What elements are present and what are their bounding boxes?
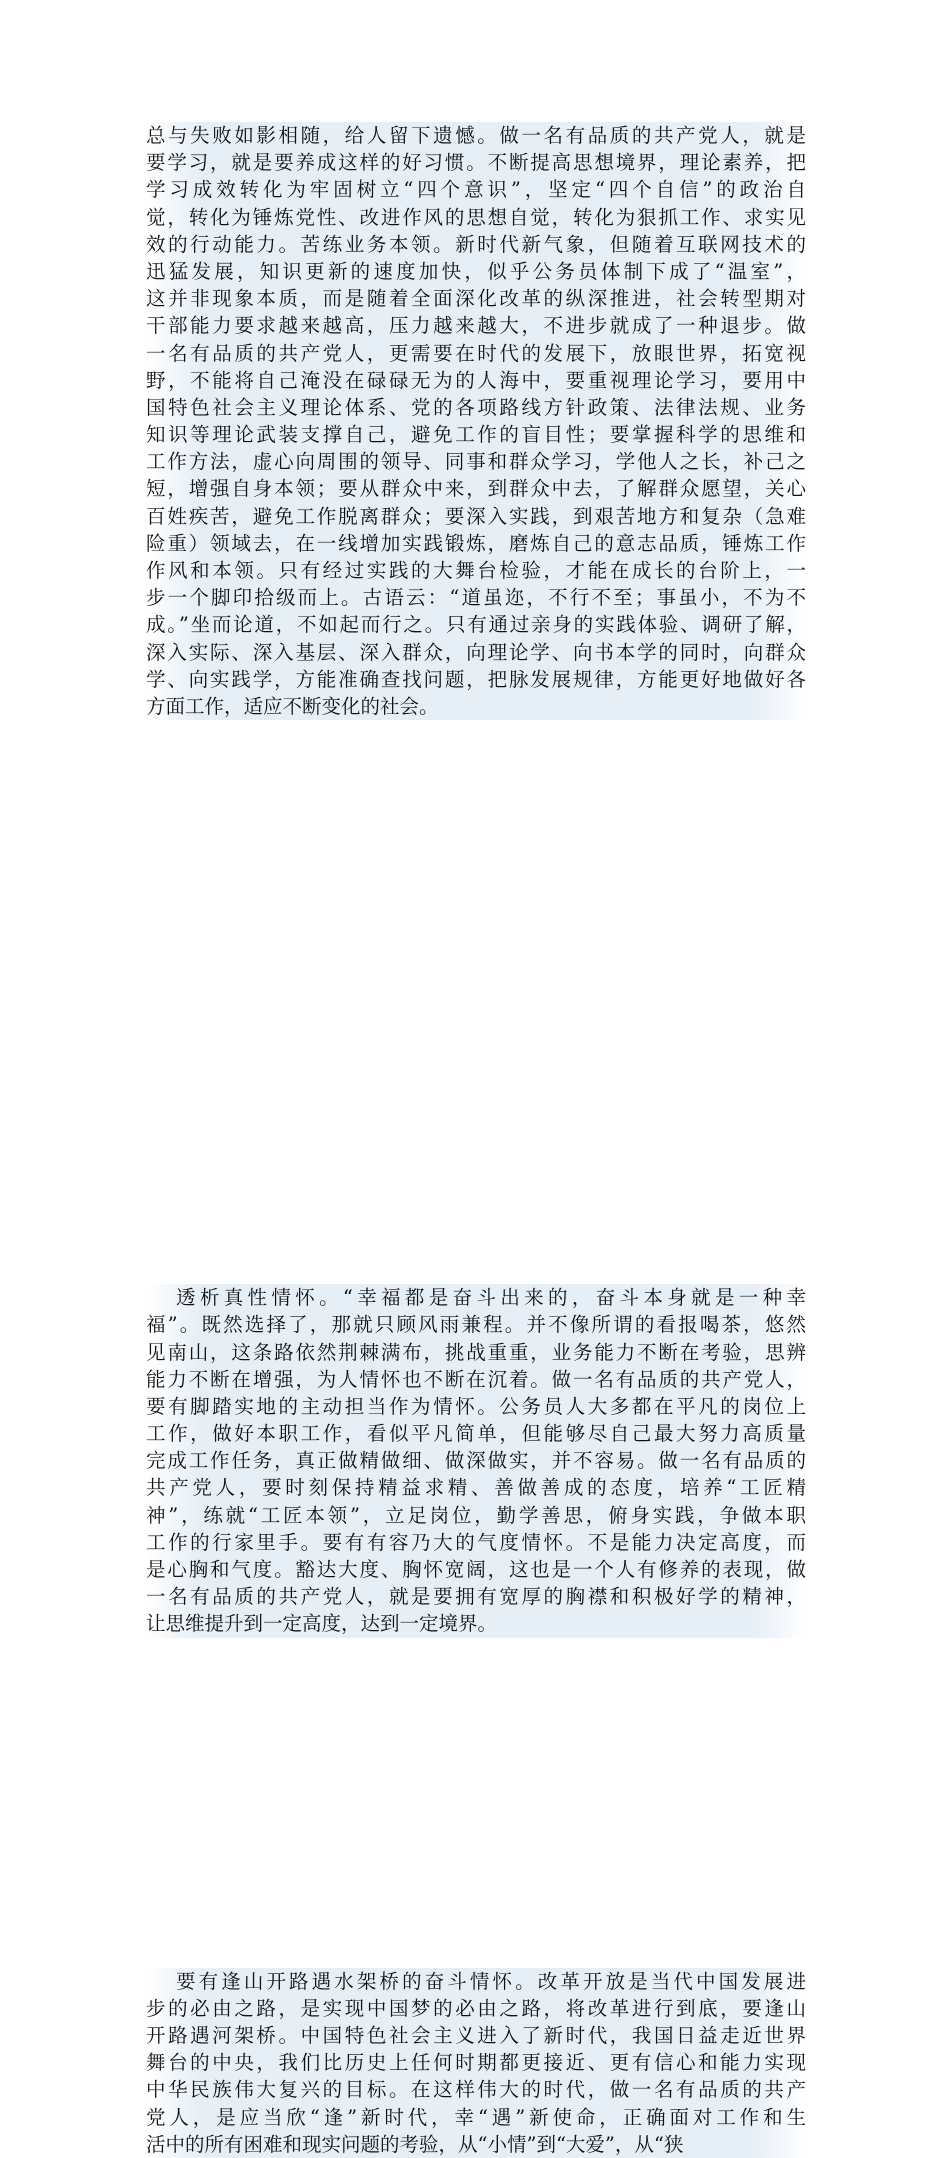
text-line: 神”，练就“工匠本领”，立足岗位，勤学善思，俯身实践，争做本职 bbox=[146, 1502, 806, 1529]
text-line: 险重）领域去，在一线增加实践锻炼，磨炼自己的意志品质，锤炼工作 bbox=[146, 530, 806, 557]
text-line: 工作的行家里手。要有有容乃大的气度情怀。不是能力决定高度，而 bbox=[146, 1529, 806, 1556]
text-line: 中华民族伟大复兴的目标。在这样伟大的时代，做一名有品质的共产 bbox=[146, 2076, 806, 2103]
text-line: 学习成效转化为牢固树立“四个意识”，坚定“四个自信”的政治自 bbox=[146, 176, 806, 203]
paragraph-2 bbox=[146, 1284, 806, 1637]
text-line: 活中的所有困难和现实问题的考验，从“小情”到“大爱”，从“狭 bbox=[146, 2131, 806, 2158]
text-line: 作风和本领。只有经过实践的大舞台检验，才能在成长的台阶上，一 bbox=[146, 557, 806, 584]
text-line: 成。”坐而论道，不如起而行之。只有通过亲身的实践体验、调研了解， bbox=[146, 611, 806, 638]
text-line: 方面工作，适应不断变化的社会。 bbox=[146, 693, 806, 720]
text-line: 要有脚踏实地的主动担当作为情怀。公务员人大多都在平凡的岗位上 bbox=[146, 1393, 806, 1420]
text-line: 觉，转化为锤炼党性、改进作风的思想自觉，转化为狠抓工作、求实见 bbox=[146, 204, 806, 231]
paragraph-3 bbox=[146, 1968, 806, 2158]
text-line: 共产党人，要时刻保持精益求精、善做善成的态度，培养“工匠精 bbox=[146, 1474, 806, 1501]
text-line: 干部能力要求越来越高，压力越来越大，不进步就成了一种退步。做 bbox=[146, 312, 806, 339]
text-line: 步一个脚印拾级而上。古语云：“道虽迩，不行不至；事虽小，不为不 bbox=[146, 584, 806, 611]
text-line: 开路遇河架桥。中国特色社会主义进入了新时代，我国日益走近世界 bbox=[146, 2022, 806, 2049]
text-line: 总与失败如影相随，给人留下遗憾。做一名有品质的共产党人，就是 bbox=[146, 122, 806, 149]
text-line: 一名有品质的共产党人，就是要拥有宽厚的胸襟和积极好学的精神， bbox=[146, 1583, 806, 1610]
text-line: 工作，做好本职工作，看似平凡简单，但能够尽自己最大努力高质量 bbox=[146, 1420, 806, 1447]
text-line: 迅猛发展，知识更新的速度加快，似乎公务员体制下成了“温室”， bbox=[146, 258, 806, 285]
text-line: 见南山，这条路依然荆棘满布，挑战重重，业务能力不断在考验，思辨 bbox=[146, 1339, 806, 1366]
text-line: 学、向实践学，方能准确查找问题，把脉发展规律，方能更好地做好各 bbox=[146, 666, 806, 693]
text-line: 透析真性情怀。“幸福都是奋斗出来的，奋斗本身就是一种幸 bbox=[146, 1284, 806, 1311]
text-line: 一名有品质的共产党人，更需要在时代的发展下，放眼世界，拓宽视 bbox=[146, 340, 806, 367]
text-line: 工作方法，虚心向周围的领导、同事和群众学习，学他人之长，补己之 bbox=[146, 448, 806, 475]
text-line: 这并非现象本质，而是随着全面深化改革的纵深推进，社会转型期对 bbox=[146, 285, 806, 312]
paragraph-1 bbox=[146, 122, 806, 720]
text-line: 百姓疾苦，避免工作脱离群众；要深入实践，到艰苦地方和复杂（急难 bbox=[146, 503, 806, 530]
text-line: 让思维提升到一定高度，达到一定境界。 bbox=[146, 1610, 806, 1637]
text-line: 步的必由之路，是实现中国梦的必由之路，将改革进行到底，要逢山 bbox=[146, 1995, 806, 2022]
text-line: 短，增强自身本领；要从群众中来，到群众中去，了解群众愿望，关心 bbox=[146, 475, 806, 502]
text-line: 党人，是应当欣“逢”新时代，幸“遇”新使命，正确面对工作和生 bbox=[146, 2104, 806, 2131]
text-line: 野，不能将自己淹没在碌碌无为的人海中，要重视理论学习，要用中 bbox=[146, 367, 806, 394]
text-line: 是心胸和气度。豁达大度、胸怀宽阔，这也是一个人有修养的表现，做 bbox=[146, 1556, 806, 1583]
text-line: 要有逢山开路遇水架桥的奋斗情怀。改革开放是当代中国发展进 bbox=[146, 1968, 806, 1995]
text-line: 深入实际、深入基层、深入群众，向理论学、向书本学的同时，向群众 bbox=[146, 639, 806, 666]
text-line: 国特色社会主义理论体系、党的各项路线方针政策、法律法规、业务 bbox=[146, 394, 806, 421]
text-line: 效的行动能力。苦练业务本领。新时代新气象，但随着互联网技术的 bbox=[146, 231, 806, 258]
text-line: 要学习，就是要养成这样的好习惯。不断提高思想境界，理论素养，把 bbox=[146, 149, 806, 176]
text-line: 福”。既然选择了，那就只顾风雨兼程。并不像所谓的看报喝茶，悠然 bbox=[146, 1311, 806, 1338]
text-line: 完成工作任务，真正做精做细、做深做实，并不容易。做一名有品质的 bbox=[146, 1447, 806, 1474]
text-line: 能力不断在增强，为人情怀也不断在沉着。做一名有品质的共产党人， bbox=[146, 1366, 806, 1393]
text-line: 舞台的中央，我们比历史上任何时期都更接近、更有信心和能力实现 bbox=[146, 2049, 806, 2076]
text-line: 知识等理论武装支撑自己，避免工作的盲目性；要掌握科学的思维和 bbox=[146, 421, 806, 448]
